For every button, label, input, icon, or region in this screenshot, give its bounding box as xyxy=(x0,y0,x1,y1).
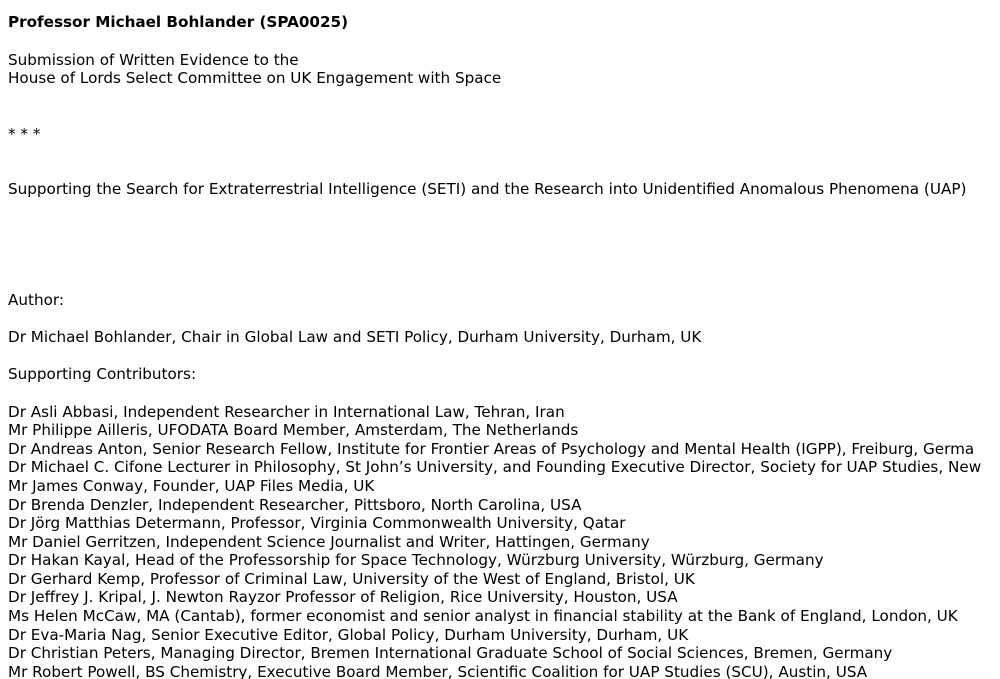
contributor-item: Dr Jörg Matthias Determann, Professor, Virginia Commonwealth University, Qatar xyxy=(8,514,626,533)
contributor-item: Mr Daniel Gerritzen, Independent Science Journalist and Writer, Hattingen, Germany xyxy=(8,532,650,551)
contributor-item: Ms Helen McCaw, MA (Cantab), former economist and senior analyst in financial stability at the Bank of England, London, UK xyxy=(8,607,958,626)
contributors-list xyxy=(8,403,1000,679)
contributor-item: Dr Gerhard Kemp, Professor of Criminal Law, University of the West of England, Bristol, UK xyxy=(8,569,695,588)
contributor-item: Mr James Conway, Founder, UAP Files Media, UK xyxy=(8,476,375,495)
submission-line-1: Submission of Written Evidence to the xyxy=(8,50,299,69)
contributors-heading: Supporting Contributors: xyxy=(8,365,197,384)
contributor-item: Dr Eva-Maria Nag, Senior Executive Editor, Global Policy, Durham University, Durham, UK xyxy=(8,625,689,644)
contributor-item: Dr Christian Peters, Managing Director, Bremen International Graduate School of Social Sciences, Bremen, Germany xyxy=(8,644,893,663)
submission-line-2: House of Lords Select Committee on UK Engagement with Space xyxy=(8,69,502,88)
section-separator: * * * xyxy=(8,124,41,143)
contributor-item: Dr Jeffrey J. Kripal, J. Newton Rayzor Professor of Religion, Rice University, Houston, USA xyxy=(8,588,678,607)
author-entry: Dr Michael Bohlander, Chair in Global Law and SETI Policy, Durham University, Durham, UK xyxy=(8,328,702,347)
contributor-item: Dr Michael C. Cifone Lecturer in Philosophy, St John’s University, and Founding Executive Director, Society for UAP Studies, New xyxy=(8,458,982,477)
contributor-item: Mr Robert Powell, BS Chemistry, Executive Board Member, Scientific Coalition for UAP Studies (SCU), Austin, USA xyxy=(8,662,868,679)
document-title: Professor Michael Bohlander (SPA0025) xyxy=(8,13,349,31)
contributor-item: Mr Philippe Ailleris, UFODATA Board Member, Amsterdam, The Netherlands xyxy=(8,421,579,440)
document-page xyxy=(8,13,1000,679)
contributor-item: Dr Asli Abbasi, Independent Researcher in International Law, Tehran, Iran xyxy=(8,402,565,421)
subject-heading: Supporting the Search for Extraterrestrial Intelligence (SETI) and the Research into Unidentified Anomalous Phenomena (UAP) xyxy=(8,180,967,199)
contributor-item: Dr Andreas Anton, Senior Research Fellow, Institute for Frontier Areas of Psychology and Mental Health (IGPP), Freiburg, Germa xyxy=(8,439,975,458)
contributor-item: Dr Brenda Denzler, Independent Researcher, Pittsboro, North Carolina, USA xyxy=(8,495,582,514)
contributor-item: Dr Hakan Kayal, Head of the Professorship for Space Technology, Würzburg University, Würzburg, Germany xyxy=(8,551,824,570)
author-heading: Author: xyxy=(8,290,64,309)
